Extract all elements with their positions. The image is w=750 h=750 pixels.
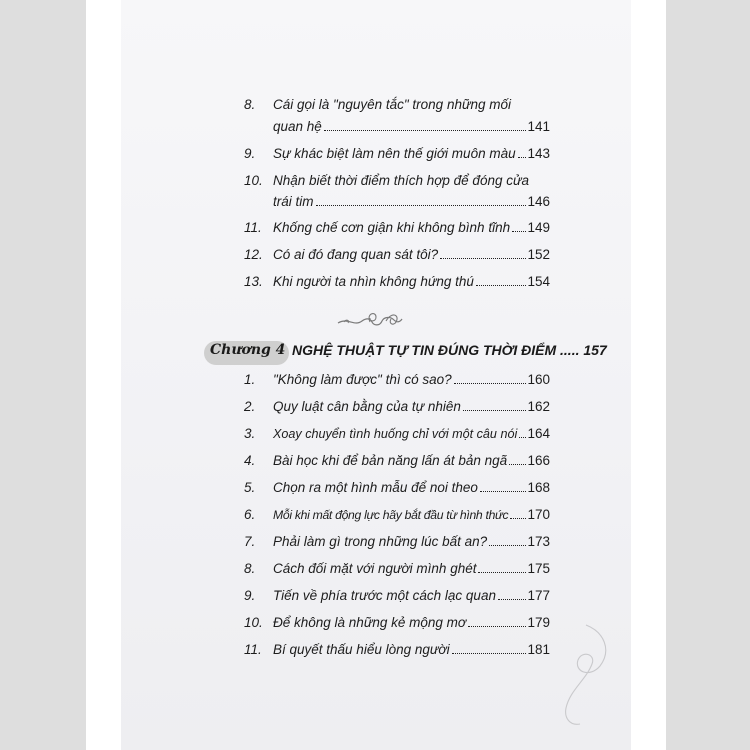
- toc-entry-page: 170: [527, 507, 550, 522]
- toc-entry-number: 9.: [244, 588, 256, 603]
- toc-entry-number: 3.: [244, 426, 256, 441]
- toc-entry: [86, 615, 566, 635]
- toc-entry: [86, 220, 566, 240]
- leader-dots: [512, 231, 526, 232]
- chapter-label: Chương 4: [210, 342, 286, 358]
- toc-entry: [86, 247, 566, 267]
- toc-entry-page: 154: [527, 274, 550, 289]
- table-of-contents: [86, 0, 666, 750]
- toc-entry-number: 13.: [244, 274, 263, 289]
- leader-dots: [454, 383, 527, 384]
- toc-entry-row: [273, 453, 550, 468]
- toc-entry-row: [273, 220, 550, 235]
- toc-entry-row: [273, 146, 550, 161]
- toc-entry-row: [273, 507, 550, 522]
- chapter-heading: [204, 337, 607, 367]
- toc-entry-number: 8.: [244, 97, 256, 112]
- toc-entry: [86, 588, 566, 608]
- toc-entry: [86, 173, 566, 213]
- toc-entry-number: 6.: [244, 507, 256, 522]
- toc-entry-row: [273, 372, 550, 387]
- toc-entry-row: [273, 399, 550, 414]
- toc-entry-number: 8.: [244, 561, 256, 576]
- toc-entry-page: 143: [527, 146, 550, 161]
- leader-dots: [510, 518, 526, 519]
- flourish-divider-icon: [336, 309, 404, 333]
- leader-dots: [452, 653, 527, 654]
- leader-dots: [478, 572, 526, 573]
- toc-entry-number: 4.: [244, 453, 256, 468]
- leader-dots: [518, 157, 527, 158]
- toc-entry-page: 164: [527, 426, 550, 441]
- toc-entry-title: Có ai đó đang quan sát tôi?: [273, 247, 439, 262]
- toc-entry: [86, 426, 566, 446]
- toc-entry-page: 181: [527, 642, 550, 657]
- toc-entry-page: 166: [527, 453, 550, 468]
- toc-entry: [86, 480, 566, 500]
- toc-entry-title: Mỗi khi mất động lực hãy bắt đầu từ hình thức: [273, 508, 509, 522]
- toc-entry-page: 175: [527, 561, 550, 576]
- toc-entry-title: Tiến về phía trước một cách lạc quan: [273, 588, 496, 603]
- leader-dots: [489, 545, 526, 546]
- leader-dots: [316, 205, 527, 206]
- toc-entry: [86, 146, 566, 166]
- toc-entry-title: Khi người ta nhìn không hứng thú: [273, 274, 474, 289]
- toc-entry-page: 173: [527, 534, 550, 549]
- toc-entry-page: 141: [527, 119, 550, 134]
- toc-entry-title: Chọn ra một hình mẫu để noi theo: [273, 480, 478, 495]
- toc-entry: [86, 453, 566, 473]
- toc-entry-number: 7.: [244, 534, 256, 549]
- toc-entry-page: 149: [527, 220, 550, 235]
- toc-entry-page: 177: [527, 588, 550, 603]
- toc-entry-page: 168: [527, 480, 550, 495]
- toc-entry-row: [273, 588, 550, 603]
- toc-entry-page: 152: [527, 247, 550, 262]
- toc-entry-row: [273, 615, 550, 630]
- toc-sheet: [121, 0, 631, 750]
- toc-entry-page: 179: [527, 615, 550, 630]
- toc-entry-number: 10.: [244, 173, 263, 188]
- book-page: [86, 0, 666, 750]
- toc-entry-title: quan hệ: [273, 119, 322, 134]
- leader-dots: [324, 130, 527, 131]
- chapter-title-text: NGHỆ THUẬT TỰ TIN ĐÚNG THỜI ĐIỂM: [292, 342, 557, 358]
- toc-entry-title: "Không làm được" thì có sao?: [273, 372, 452, 387]
- chapter-title-dots: .....: [560, 342, 580, 358]
- toc-entry-number: 1.: [244, 372, 256, 387]
- toc-entry-title: Quy luật cân bằng của tự nhiên: [273, 399, 461, 414]
- toc-entry-number: 11.: [244, 220, 262, 235]
- toc-entry-row: [273, 119, 550, 134]
- toc-entry-row: [273, 534, 550, 549]
- toc-entry-number: 11.: [244, 642, 262, 657]
- leader-dots: [440, 258, 526, 259]
- toc-entry-title-line1: Nhận biết thời điểm thích hợp để đóng cửa: [273, 173, 530, 188]
- toc-entry-number: 2.: [244, 399, 256, 414]
- toc-entry-title: Bài học khi để bản năng lấn át bản ngã: [273, 453, 508, 468]
- toc-entry-row: [273, 642, 550, 657]
- toc-entry: [86, 642, 566, 662]
- right-margin: [666, 0, 750, 750]
- toc-entry-number: 10.: [244, 615, 263, 630]
- leader-dots: [468, 626, 526, 627]
- toc-entry-title: Xoay chuyển tình huống chỉ với một câu nói: [273, 427, 518, 441]
- toc-entry-title: Phải làm gì trong những lúc bất an?: [273, 534, 488, 549]
- leader-dots: [480, 491, 527, 492]
- toc-entry-title: Sự khác biệt làm nên thế giới muôn màu: [273, 146, 516, 161]
- toc-entry-row: [273, 247, 550, 262]
- toc-entry: [86, 372, 566, 392]
- toc-entry-row: [273, 194, 550, 209]
- left-margin: [0, 0, 86, 750]
- toc-entry-title: Để không là những kẻ mộng mơ: [273, 615, 467, 630]
- toc-entry-row: [273, 561, 550, 576]
- toc-entry: [86, 507, 566, 527]
- toc-entry-row: [273, 274, 550, 289]
- toc-entry-number: 9.: [244, 146, 256, 161]
- leader-dots: [498, 599, 527, 600]
- toc-entry: [86, 561, 566, 581]
- toc-entry-page: 162: [527, 399, 550, 414]
- toc-entry-number: 5.: [244, 480, 256, 495]
- toc-entry-number: 12.: [244, 247, 263, 262]
- toc-entry-page: 160: [527, 372, 550, 387]
- toc-entry-row: [273, 480, 550, 495]
- toc-entry-title: Bí quyết thấu hiểu lòng người: [273, 642, 450, 657]
- toc-entry-page: 146: [527, 194, 550, 209]
- toc-entry-title-line1: Cái gọi là "nguyên tắc" trong những mối: [273, 97, 512, 112]
- chapter-page: 157: [583, 342, 607, 358]
- toc-entry-row: [273, 426, 550, 441]
- toc-entry: [86, 274, 566, 294]
- leader-dots: [509, 464, 526, 465]
- chapter-title: [292, 342, 607, 358]
- leader-dots: [476, 285, 527, 286]
- leader-dots: [519, 437, 526, 438]
- toc-entry-title: Khống chế cơn giận khi không bình tĩnh: [273, 220, 511, 235]
- toc-entry-title: trái tim: [273, 194, 314, 209]
- toc-entry: [86, 399, 566, 419]
- leader-dots: [463, 410, 527, 411]
- toc-entry: [86, 97, 566, 137]
- swirl-decoration-icon: [556, 620, 616, 730]
- toc-entry: [86, 534, 566, 554]
- toc-entry-title: Cách đối mặt với người mình ghét: [273, 561, 477, 576]
